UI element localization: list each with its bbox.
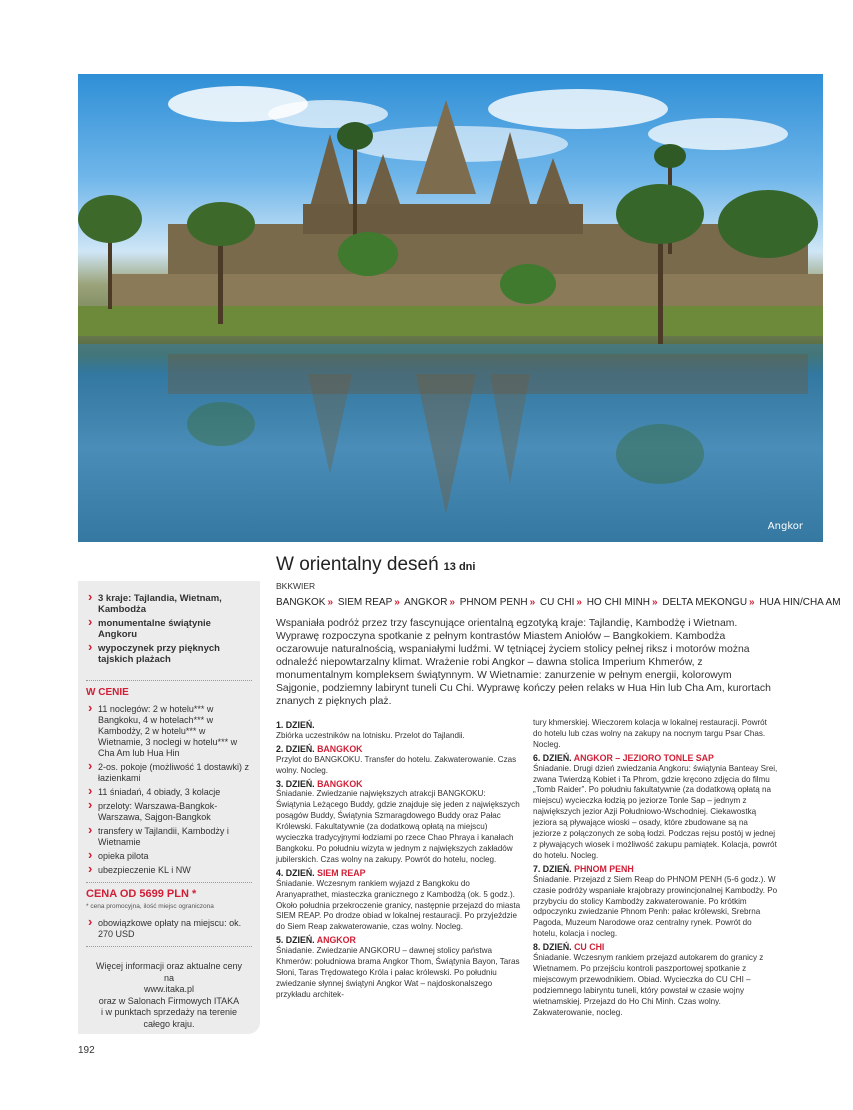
info-line: Więcej informacji oraz aktualne ceny na — [95, 961, 243, 983]
route-stop: CU CHI — [539, 597, 575, 608]
highlight-item: › 3 kraje: Tajlandia, Wietnam, Kambodża — [86, 593, 252, 615]
day-heading — [533, 942, 778, 953]
day-heading — [276, 779, 521, 790]
in-price-item: › opieka pilota — [86, 851, 252, 862]
day-number: 2. DZIEŃ. — [276, 743, 315, 754]
day-block — [533, 753, 778, 862]
angkor-photo — [78, 74, 823, 542]
route-stop: DELTA MEKONGU — [662, 597, 748, 608]
day-place: SIEM REAP — [317, 867, 366, 878]
route-stop: SIEM REAP — [337, 597, 393, 608]
day-number: 3. DZIEŃ. — [276, 778, 315, 789]
in-price-item: › przeloty: Warszawa-Bangkok-Warszawa, Sajgon-Bangkok — [86, 801, 252, 823]
route-separator: » — [749, 597, 755, 608]
day-heading — [533, 864, 778, 875]
route-stop: HUA HIN/CHA AM — [759, 597, 841, 608]
sidebar-box — [78, 581, 260, 1034]
title-text: W orientalny deseń — [276, 554, 439, 575]
info-line: i w punktach sprzedaży na terenie — [100, 1007, 238, 1017]
day-text: Śniadanie. Przejazd z Siem Reap do PHNOM PENH (5-6 godz.). W czasie podróży wspaniałe krajobrazy prowincjonalnej Kambodży. Po przybyciu do stolicy Kambodży zakwaterowanie. Po krótkim odpoczynku zwiedzanie Phnom Penh: pałac królewski, Srebrna Pagoda, Muzeum Narodowe oraz centralny rynek. Powrót do hotelu, kolacja i nocleg. — [533, 874, 778, 939]
day-number: 7. DZIEŃ. — [533, 863, 572, 874]
in-price-item: › 11 śniadań, 4 obiady, 3 kolacje — [86, 787, 252, 798]
in-price-section — [78, 687, 260, 876]
extra-fee: › obowiązkowe opłaty na miejscu: ok. 270 USD — [86, 918, 252, 940]
info-line: oraz w Salonach Firmowych ITAKA — [98, 995, 240, 1006]
route-separator: » — [449, 597, 455, 608]
day-block — [533, 718, 778, 751]
day-number: 4. DZIEŃ. — [276, 867, 315, 878]
page-title — [276, 554, 475, 576]
route-stop: PHNOM PENH — [459, 597, 528, 608]
day-heading — [276, 868, 521, 879]
divider — [86, 946, 252, 947]
day-place: BANGKOK — [317, 778, 363, 789]
day-block — [276, 720, 521, 742]
route-separator: » — [394, 597, 400, 608]
angkor-illustration — [78, 74, 823, 542]
day-place: ANGKOR — [316, 935, 356, 946]
day-block — [276, 935, 521, 1000]
price-note: * cena promocyjna, ilość miejsc ograniczona — [86, 903, 214, 910]
page-number: 192 — [78, 1045, 95, 1056]
route-separator: » — [327, 597, 334, 608]
route-line — [276, 597, 841, 608]
route-separator: » — [529, 597, 536, 608]
divider — [86, 882, 252, 883]
day-text: Zbiórka uczestników na lotnisku. Przelot do Tajlandii. — [276, 730, 465, 740]
day-number: 8. DZIEŃ. — [533, 942, 572, 953]
day-number: 1. DZIEŃ. — [276, 720, 315, 730]
day-text: Śniadanie. Wczesnym rankiem przejazd autokarem do granicy z Wietnamem. Po przejściu kontroli paszportowej spotkanie z miejscowym przewodnikiem. Obiad. Wycieczka do CU CHI – podziemnego labiryntu tuneli, który powstał w czasie wojny wietnamskiej. Przejazd do Ho Chi Minh. Czas wolny. Zakwaterowanie, nocleg. — [533, 953, 764, 1017]
day-block — [276, 744, 521, 777]
day-number: 5. DZIEŃ. — [276, 935, 315, 946]
info-line: całego kraju. — [143, 1018, 195, 1029]
day-block — [533, 942, 778, 1018]
divider — [86, 680, 252, 681]
highlight-item: › wypoczynek przy pięknych tajskich plażach — [86, 643, 252, 665]
intro-text: Wspaniała podróż przez trzy fascynujące orientalną egzotyką kraje: Tajlandię, Kambodżę i Wietnam. Wyprawę rozpoczyna spotkanie z pełnym kontrastów Miastem Aniołów – Bangkokiem. Kambodża oczarowuje naturalnością, wspaniałymi ludźmi. W tętniącej życiem stolicy pełnej riksz i motorów można odnaleźć niepowtarzalny klimat. Wrażenie robi Angkor – dawna stolica Imperium Khmerów, z monumentalnym kompleksem świątynnym. W Wietnamie: zanurzenie w pełnym energii, kolorowym Sajgonie, podziemny labirynt tuneli Cu Chi. Wyprawę kończy pełen relaks w Hua Hin lub Cha Am, kurortach znanych z pięknych plaż. — [276, 618, 771, 707]
day-place: CU CHI — [574, 942, 605, 953]
price-section — [78, 889, 260, 940]
day-text: Śniadanie. Wczesnym rankiem wyjazd z Bangkoku do Aranyaprathet, miasteczka granicznego z Kambodżą (ok. 5 godz.). Około południa przekroczenie granicy, następnie przejazd do miasta SIEM REAP. Po drodze obiad w lokalnej restauracji. Po przyjeździe do Siem Reap zakwaterowanie, czas wolny. Nocleg. — [276, 878, 521, 932]
itinerary-column-2 — [533, 718, 778, 1020]
day-text: Śniadanie. Zwiedzanie ANGKORU – dawnej stolicy państwa Khmerów: południowa brama Angkor Thom, Świątynia Bayon, Taras Słoni, Taras Trędowatego Króla i pałac królewski. Po południu zwiedzanie słynnej świątyni Angkor Wat – najdoskonalszego przykładu architek- — [276, 946, 520, 999]
day-place: BANGKOK — [317, 743, 363, 754]
route-separator: » — [652, 597, 658, 608]
day-place: ANGKOR – JEZIORO TONLE SAP — [573, 752, 714, 763]
day-heading — [276, 935, 521, 946]
day-text: tury khmerskiej. Wieczorem kolacja w lokalnej restauracji. Powrót do hotelu lub czas wolny na zakupy na nocnym targu Psar Chas. Nocleg. — [533, 718, 767, 749]
day-heading — [533, 753, 778, 764]
photo-caption: Angkor — [767, 521, 803, 532]
day-block — [276, 779, 521, 866]
day-block — [533, 864, 778, 940]
day-block — [276, 868, 521, 933]
in-price-title: W CENIE — [86, 687, 129, 698]
day-heading — [276, 720, 521, 731]
title-days: 13 dni — [443, 561, 476, 573]
route-stop: ANGKOR — [404, 597, 448, 608]
price-label: CENA OD 5699 PLN * — [86, 888, 197, 900]
route-separator: » — [576, 597, 582, 608]
tour-code: BKKWIER — [276, 581, 316, 591]
route-stop: BANGKOK — [276, 597, 326, 608]
route-stop: HO CHI MINH — [586, 597, 651, 608]
day-number: 6. DZIEŃ. — [533, 752, 572, 763]
day-text: Przylot do BANGKOKU. Transfer do hotelu. Zakwaterowanie. Czas wolny. Nocleg. — [276, 754, 517, 775]
in-price-item: › ubezpieczenie KL i NW — [86, 865, 252, 876]
day-place: PHNOM PENH — [574, 863, 634, 874]
in-price-item: › 2-os. pokoje (możliwość 1 dostawki) z łazienkami — [86, 762, 252, 784]
day-text: Śniadanie. Drugi dzień zwiedzania Angkoru: świątynia Banteay Srei, zwana Twierdzą Kobiet i Ta Phrom, gdzie kręcono zdjęcia do filmu „Tomb Raider”. Po południu fakultatywnie (za dodatkową opłatą na miejscu) wycieczka łodzią po jeziorze Tonle Sap – jednym z największych jezior Azji Południowo-Wschodniej. Ciekawostką jeziora są pływające wioski – osady, które zbudowane są na jeziorze z połączonych ze sobą łodzi. Podczas rejsu postój w jednej z pływających wiosek i możliwość zakupu pamiątek. Kolacja, powrót do hotelu. Nocleg. — [533, 763, 778, 860]
day-heading — [276, 744, 521, 755]
in-price-item: › transfery w Tajlandii, Kambodży i Wietnamie — [86, 826, 252, 848]
info-box — [78, 953, 260, 1038]
highlights-list — [78, 581, 260, 674]
highlight-item: › monumentalne świątynie Angkoru — [86, 618, 252, 640]
day-text: Śniadanie. Zwiedzanie największych atrakcji BANGKOKU: Świątynia Leżącego Buddy, gdzie znajduje się jeden z największych posągów Buddy, Świątynia Szmaragdowego Buddy oraz Pałac Królewski. Fakultatywnie (za dodatkową opłatą na miejscu) wycieczka tradycyjnymi łodziami po rzece Chao Phraya i kanałach Bangkoku. Po południu wizyta w jednym z największych zakładów jubilerskich. Czas wolny na zakupy. Powrót do hotelu, nocleg. — [276, 789, 520, 864]
info-link[interactable]: www.itaka.pl — [143, 984, 195, 994]
itinerary-column-1 — [276, 718, 521, 1003]
in-price-item: › 11 noclegów: 2 w hotelu*** w Bangkoku, 4 w hotelach*** w Kambodży, 2 w hotelu*** w Wietnamie, 3 noclegi w hotelu*** w Cha Am lub Hua Hin — [86, 704, 252, 759]
